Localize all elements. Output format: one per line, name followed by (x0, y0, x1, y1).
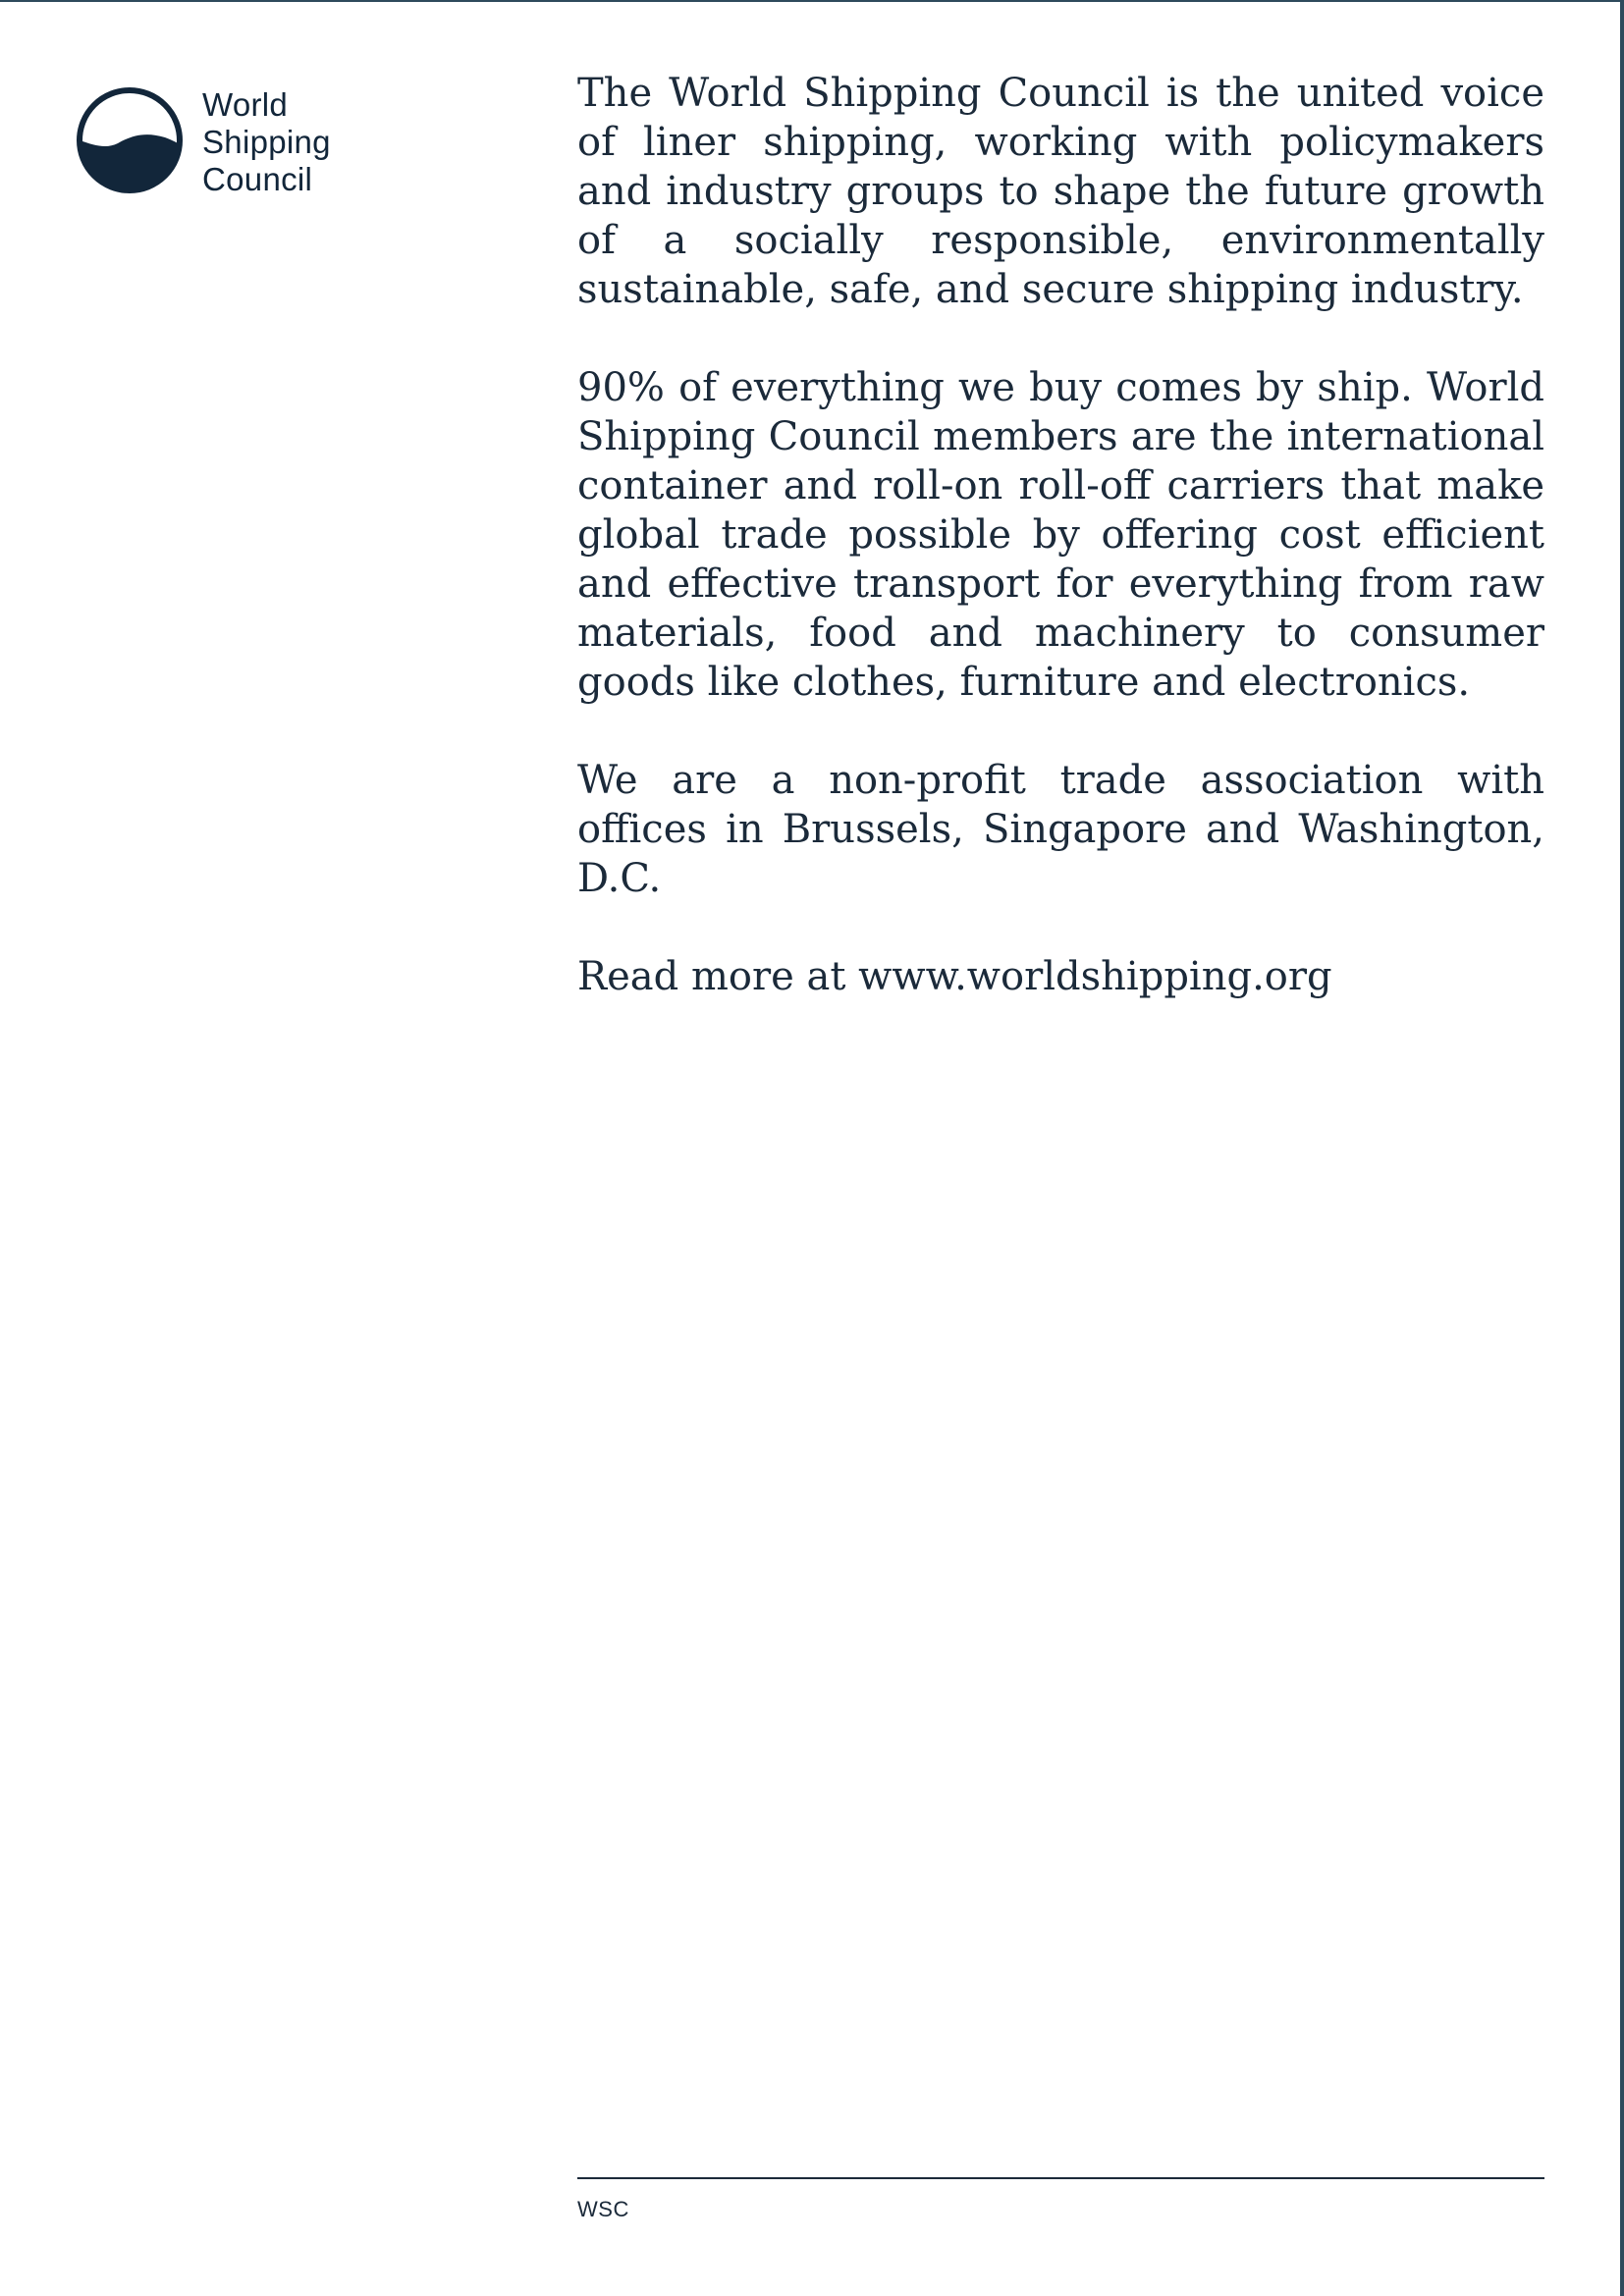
logo-line-council: Council (202, 161, 313, 197)
wsc-logo (77, 86, 331, 198)
footer-label: WSC (577, 2197, 629, 2221)
wsc-logo-wordmark (202, 86, 331, 198)
logo-line-shipping: Shipping (202, 124, 331, 160)
paragraph-members: 90% of everything we buy comes by ship. World Shipping Council members are the international container and roll-on roll-off carriers that make global trade possible by offering cost efficient and effective transport for everything from raw materials, food and machinery to consumer goods like clothes, furniture and electronics. (577, 365, 1544, 705)
paragraph-about: The World Shipping Council is the united voice of liner shipping, working with policymakers and industry groups to shape the future growth of a socially responsible, environmentally sustainable, safe, and secure shipping industry. (577, 71, 1544, 312)
wsc-logo-icon (77, 86, 183, 194)
body-text (577, 69, 1544, 1050)
logo-line-world: World (202, 86, 289, 123)
paragraph-offices: We are a non-profit trade association with offices in Brussels, Singapore and Washington, D.C. (577, 758, 1544, 901)
footer-divider (577, 2177, 1544, 2179)
paragraph-read-more[interactable]: Read more at www.worldshipping.org (577, 954, 1332, 999)
